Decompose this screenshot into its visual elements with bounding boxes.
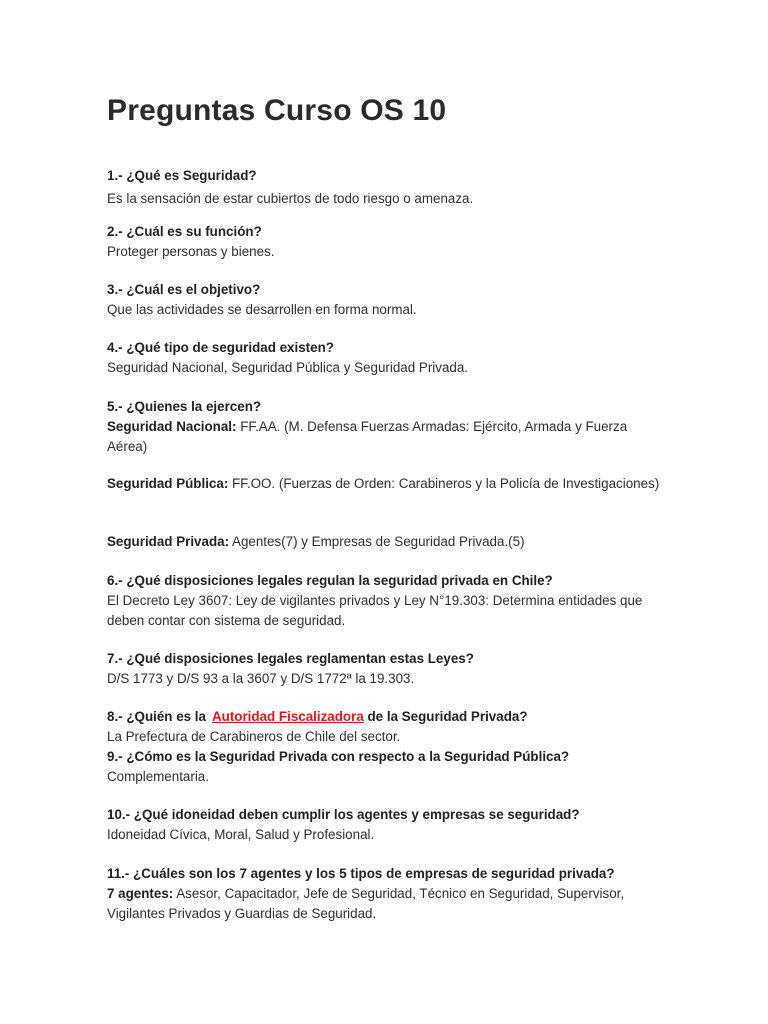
answer-6: El Decreto Ley 3607: Ley de vigilantes privados y Ley N°19.303: Determina entidades que deben contar con sistema de seguridad. <box>107 593 643 628</box>
page-title: Preguntas Curso OS 10 <box>107 94 447 127</box>
answer-2: Proteger personas y bienes. <box>107 244 275 259</box>
text-seguridad-privada: Agentes(7) y Empresas de Seguridad Privada.(5) <box>229 534 525 549</box>
question-block-5-privada <box>107 532 667 552</box>
answer-8: La Prefectura de Carabineros de Chile del sector. <box>107 729 401 744</box>
question-block-8 <box>107 707 667 787</box>
question-block-2 <box>107 222 667 262</box>
question-9: 9.- ¿Cómo es la Seguridad Privada con respecto a la Seguridad Pública? <box>107 749 570 764</box>
question-8 <box>107 707 667 727</box>
question-block-4 <box>107 338 667 378</box>
question-block-3 <box>107 280 667 320</box>
text-seguridad-publica: FF.OO. (Fuerzas de Orden: Carabineros y la Policía de Investigaciones) <box>228 476 660 491</box>
label-7-agentes: 7 agentes: <box>107 886 174 901</box>
question-block-5-publica <box>107 474 667 494</box>
question-block-11 <box>107 864 667 924</box>
question-10: 10.- ¿Qué idoneidad deben cumplir los agentes y empresas se seguridad? <box>107 807 580 822</box>
answer-11-agentes <box>107 884 667 924</box>
question-5: 5.- ¿Quienes la ejercen? <box>107 399 262 414</box>
text-7-agentes: Asesor, Capacitador, Jefe de Seguridad, Técnico en Seguridad, Supervisor, Vigilantes Privados y Guardias de Seguridad. <box>107 886 625 921</box>
question-4: 4.- ¿Qué tipo de seguridad existen? <box>107 340 334 355</box>
answer-5-privada <box>107 532 667 552</box>
question-block-10 <box>107 805 667 845</box>
answer-3: Que las actividades se desarrollen en forma normal. <box>107 302 417 317</box>
question-2: 2.- ¿Cuál es su función? <box>107 224 262 239</box>
label-seguridad-publica: Seguridad Pública: <box>107 476 229 491</box>
text-seguridad-nacional: FF.AA. (M. Defensa Fuerzas Armadas: Ejército, Armada y Fuerza Aérea) <box>107 419 628 454</box>
answer-7: D/S 1773 y D/S 93 a la 3607 y D/S 1772ª la 19.303. <box>107 671 415 686</box>
answer-4: Seguridad Nacional, Seguridad Pública y Seguridad Privada. <box>107 360 469 375</box>
label-seguridad-nacional: Seguridad Nacional: <box>107 419 237 434</box>
autoridad-fiscalizadora-link[interactable]: Autoridad Fiscalizadora <box>211 709 364 724</box>
question-11: 11.- ¿Cuáles son los 7 agentes y los 5 tipos de empresas de seguridad privada? <box>107 866 615 881</box>
question-6: 6.- ¿Qué disposiciones legales regulan la seguridad privada en Chile? <box>107 573 553 588</box>
question-block-5 <box>107 397 667 457</box>
question-8-suffix: de la Seguridad Privada? <box>363 709 528 724</box>
answer-1: Es la sensación de estar cubiertos de todo riesgo o amenaza. <box>107 191 474 206</box>
answer-5-publica <box>107 474 667 494</box>
question-7: 7.- ¿Qué disposiciones legales reglamentan estas Leyes? <box>107 651 474 666</box>
answer-9: Complementaria. <box>107 769 209 784</box>
question-block-1 <box>107 166 667 209</box>
label-seguridad-privada: Seguridad Privada: <box>107 534 230 549</box>
question-3: 3.- ¿Cuál es el objetivo? <box>107 282 261 297</box>
answer-10: Idoneidad Cívica, Moral, Salud y Profesional. <box>107 827 375 842</box>
answer-5-nacional <box>107 417 667 457</box>
question-1: 1.- ¿Qué es Seguridad? <box>107 168 257 183</box>
question-8-prefix: 8.- ¿Quién es la <box>107 709 206 724</box>
question-block-7 <box>107 649 667 689</box>
question-block-6 <box>107 571 667 631</box>
